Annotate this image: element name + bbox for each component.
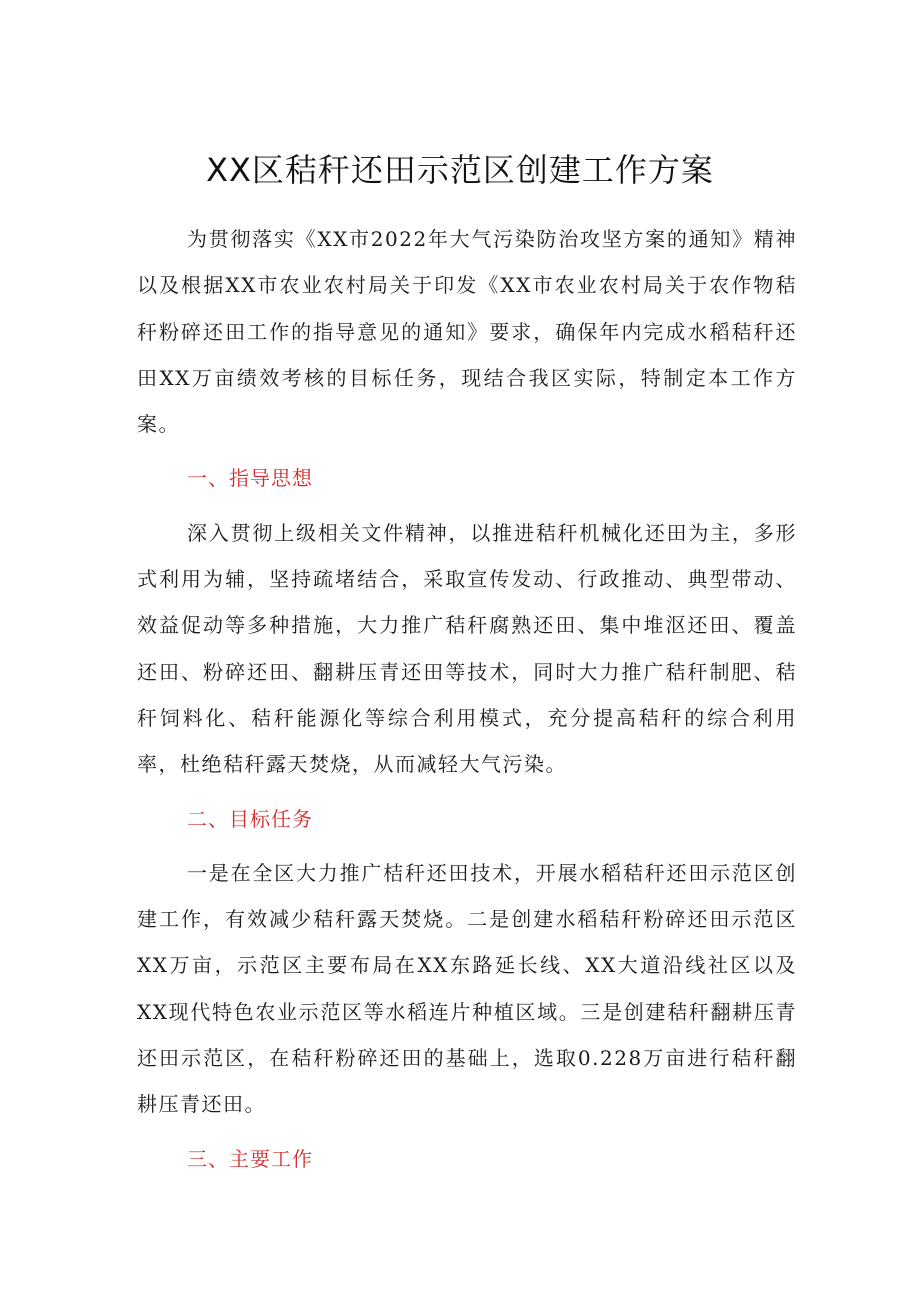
section-text-targets: 一是在全区大力推广桔秆还田技术，开展水稻秸秆还田示范区创建工作，有效减少秸秆露天焚烧。二是创建水稻秸秆粉碎还田示范区XX万亩，示范区主要布局在XX东路延长线、XX大道沿线社区以及XX现代特色农业示范区等水稻连片种植区域。三是创建秸秆翻耕压青还田示范区，在秸秆粉碎还田的基础上，选取0.228万亩进行秸秆翻耕压青还田。 [137,860,797,1117]
section-text-guiding-ideology: 深入贯彻上级相关文件精神，以推进秸秆机械化还田为主，多形式利用为辅，坚持疏堵结合，采取宣传发动、行政推动、典型带动、效益促动等多种措施，大力推广秸秆腐熟还田、集中堆沤还田、覆盖还田、粉碎还田、翻耕压青还田等技术，同时大力推广秸秆制肥、秸秆饲料化、秸秆能源化等综合利用模式，充分提高秸秆的综合利用率，杜绝秸秆露天焚烧，从而减轻大气污染。 [137,520,797,777]
section-heading-targets: 二、目标任务 [187,806,313,831]
section-heading-guiding-ideology: 一、指导思想 [187,466,313,491]
document-title: XX区秸秆还田示范区创建工作方案 [206,151,714,189]
section-heading-main-work: 三、主要工作 [187,1146,313,1171]
intro-paragraph: 为贯彻落实《XX市2022年大气污染防治攻坚方案的通知》精神以及根据XX市农业农村局关于印发《XX市农业农村局关于农作物秸秆粉碎还田工作的指导意见的通知》要求，确保年内完成水稻秸秆还田XX万亩绩效考核的目标任务，现结合我区实际，特制定本工作方案。 [137,227,797,437]
document-body [137,216,797,1190]
